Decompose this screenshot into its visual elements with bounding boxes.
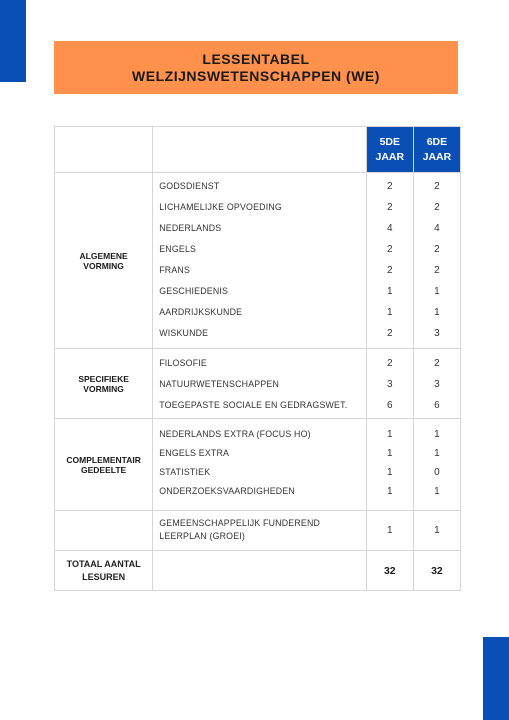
hours-value: 4 xyxy=(434,223,440,234)
subject-name: GESCHIEDENIS xyxy=(159,286,229,296)
group-label xyxy=(55,419,153,511)
hours-value: 2 xyxy=(434,181,440,192)
hours-year-6-list xyxy=(413,349,460,419)
header-year-6 xyxy=(413,127,460,173)
lessentabel-table xyxy=(54,126,461,591)
subject-list xyxy=(153,419,367,511)
hours-year-6-list xyxy=(413,173,460,349)
row-total xyxy=(55,551,461,591)
group-label-line2: VORMING xyxy=(83,383,124,394)
hours-value: 2 xyxy=(387,265,393,276)
hours-value: 2 xyxy=(434,244,440,255)
hours-year-5-list xyxy=(366,173,413,349)
hours-value: 1 xyxy=(366,511,413,551)
hours-value: 2 xyxy=(387,202,393,213)
hours-value: 2 xyxy=(434,265,440,276)
subject-name: WISKUNDE xyxy=(159,328,209,338)
subject-list xyxy=(153,173,367,349)
title-banner xyxy=(54,41,458,94)
empty-total-cell xyxy=(153,551,367,591)
accent-bar-top xyxy=(0,0,26,82)
subject-name: NEDERLANDS xyxy=(159,223,222,233)
hours-value: 1 xyxy=(387,286,393,297)
subject-name: TOEGEPASTE SOCIALE EN GEDRAGSWET. xyxy=(159,400,348,410)
hours-value: 4 xyxy=(387,223,393,234)
hours-value: 1 xyxy=(434,286,440,297)
hours-year-6-list xyxy=(413,419,460,511)
hours-value: 3 xyxy=(434,328,440,339)
hours-value: 6 xyxy=(387,400,393,411)
row-groei xyxy=(55,511,461,551)
group-row-algemene-vorming xyxy=(55,173,461,349)
subject-name: ENGELS EXTRA xyxy=(159,448,230,458)
subject-name: LICHAMELIJKE OPVOEDING xyxy=(159,202,282,212)
accent-bar-bottom xyxy=(483,637,509,720)
group-label-line1: SPECIFIEKE xyxy=(78,373,129,384)
title-line-1: LESSENTABEL xyxy=(202,50,310,67)
subject-name-line2: LEERPLAN (GROEI) xyxy=(159,531,246,541)
hours-year-5-list xyxy=(366,349,413,419)
hours-value: 1 xyxy=(387,307,393,318)
header-empty-cell xyxy=(153,127,367,173)
hours-value: 1 xyxy=(413,511,460,551)
header-year-5-line1: 5DE xyxy=(379,135,401,148)
subject-name: FRANS xyxy=(159,265,191,275)
group-label-line2: GEDEELTE xyxy=(81,464,127,475)
header-year-6-line2: JAAR xyxy=(422,150,452,163)
total-label xyxy=(55,551,153,591)
group-row-specifieke-vorming xyxy=(55,349,461,419)
hours-value: 2 xyxy=(387,328,393,339)
hours-value: 3 xyxy=(387,379,393,390)
hours-value: 2 xyxy=(387,244,393,255)
hours-value: 0 xyxy=(434,467,440,478)
header-year-5-line2: JAAR xyxy=(375,150,405,163)
group-label-line1: COMPLEMENTAIR xyxy=(66,454,141,465)
group-label xyxy=(55,349,153,419)
subject-name xyxy=(159,511,366,543)
header-year-6-line1: 6DE xyxy=(426,135,448,148)
hours-value: 2 xyxy=(434,202,440,213)
header-year-5 xyxy=(366,127,413,173)
hours-value: 1 xyxy=(387,486,393,497)
hours-value: 2 xyxy=(387,358,393,369)
subject-name: NATUURWETENSCHAPPEN xyxy=(159,379,280,389)
total-year-5: 32 xyxy=(366,551,413,591)
subject-name: GODSDIENST xyxy=(159,181,220,191)
group-label-line1: ALGEMENE xyxy=(79,250,128,261)
subject-name: ONDERZOEKSVAARDIGHEDEN xyxy=(159,486,295,496)
total-label-line2: LESUREN xyxy=(82,571,126,582)
hours-value: 1 xyxy=(434,429,440,440)
subject-name: ENGELS xyxy=(159,244,197,254)
total-year-6: 32 xyxy=(413,551,460,591)
subject-name: FILOSOFIE xyxy=(159,358,207,368)
subject-name-line1: GEMEENSCHAPPELIJK FUNDEREND xyxy=(159,518,321,528)
hours-value: 1 xyxy=(434,448,440,459)
hours-value: 1 xyxy=(387,429,393,440)
title-line-2: WELZIJNSWETENSCHAPPEN (WE) xyxy=(132,67,380,84)
group-row-complementair-gedeelte xyxy=(55,419,461,511)
subject-list xyxy=(153,349,367,419)
subject-name: AARDRIJKSKUNDE xyxy=(159,307,243,317)
subject-groei xyxy=(153,511,367,551)
hours-value: 2 xyxy=(434,358,440,369)
header-empty-cell xyxy=(55,127,153,173)
hours-value: 1 xyxy=(387,448,393,459)
group-label xyxy=(55,173,153,349)
hours-value: 1 xyxy=(434,486,440,497)
group-label-line2: VORMING xyxy=(83,260,124,271)
header-row xyxy=(55,127,461,173)
hours-value: 1 xyxy=(387,467,393,478)
total-label-line1: TOTAAL AANTAL xyxy=(66,558,141,569)
hours-value: 3 xyxy=(434,379,440,390)
hours-value: 6 xyxy=(434,400,440,411)
hours-year-5-list xyxy=(366,419,413,511)
empty-label-cell xyxy=(55,511,153,551)
subject-name: NEDERLANDS EXTRA (FOCUS HO) xyxy=(159,429,311,439)
hours-value: 2 xyxy=(387,181,393,192)
subject-name: STATISTIEK xyxy=(159,467,211,477)
hours-value: 1 xyxy=(434,307,440,318)
